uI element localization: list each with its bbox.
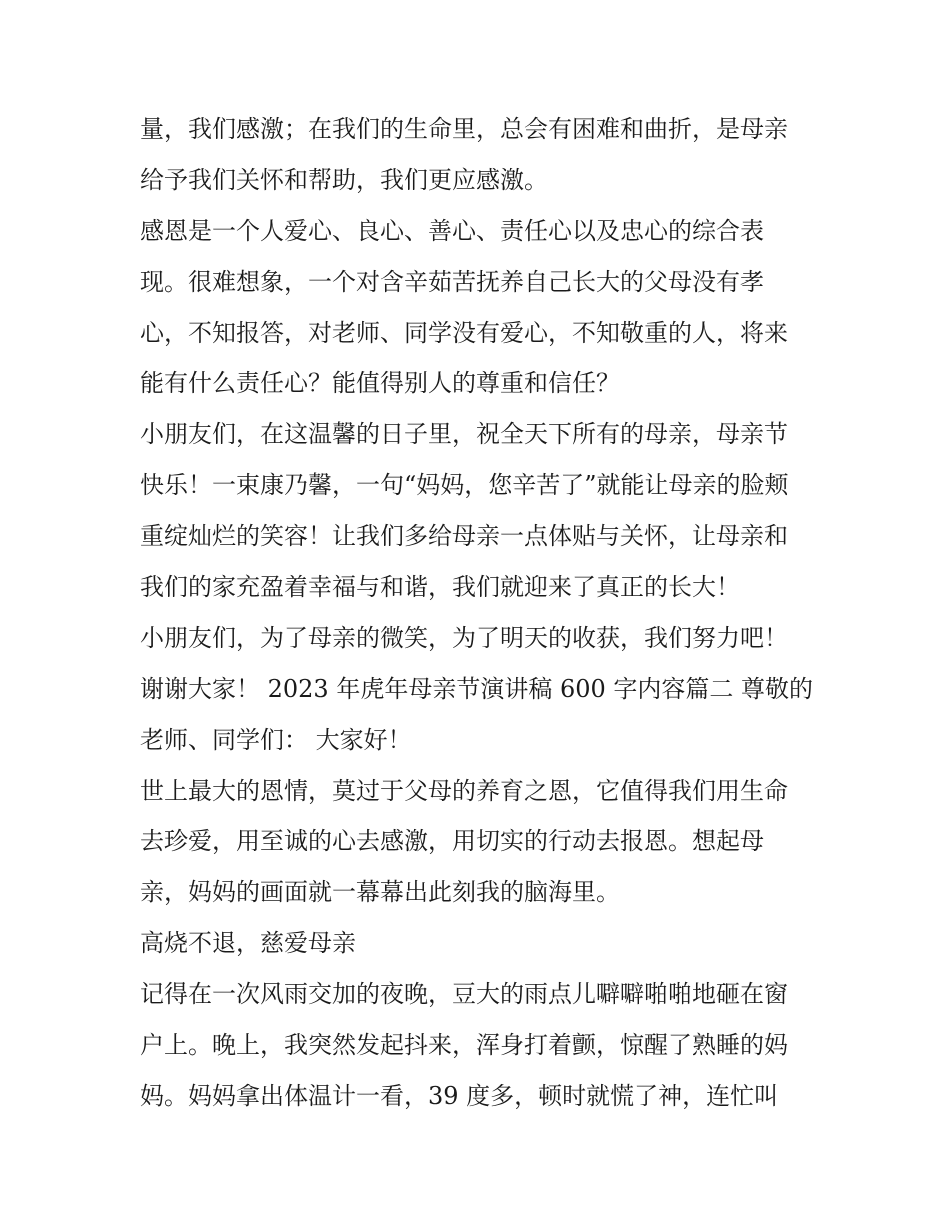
text-line: 能有什么责任心？能值得别人的尊重和信任？ [140,369,620,398]
text-line: 我们的家充盈着幸福与和谐，我们就迎来了真正的长大！ [140,573,740,602]
body-text [140,104,820,1122]
text-line: 去珍爱，用至诚的心去感激，用切实的行动去报恩。想起母 [140,827,764,856]
text-line: 记得在一次风雨交加的夜晚，豆大的雨点儿噼噼啪啪地砸在窗 [140,980,788,1009]
text-line: 感恩是一个人爱心、良心、善心、责任心以及忠心的综合表 [140,216,764,245]
text-line: 给予我们关怀和帮助，我们更应感激。 [140,165,548,194]
text-line: 现。很难想象，一个对含辛茹苦抚养自己长大的父母没有孝 [140,267,764,296]
text-line: 妈。妈妈拿出体温计一看，39 度多，顿时就慌了神，连忙叫 [140,1081,779,1110]
text-line: 亲，妈妈的画面就一幕幕出此刻我的脑海里。 [140,878,620,907]
section-heading: 高烧不退，慈爱母亲 [140,929,356,958]
text-line: 老师、同学们： 大家好！ [140,725,412,754]
text-line: 重绽灿烂的笑容！让我们多给母亲一点体贴与关怀，让母亲和 [140,522,788,551]
text-line: 心，不知报答，对老师、同学没有爱心，不知敬重的人，将来 [140,318,788,347]
text-line: 户上。晚上，我突然发起抖来，浑身打着颤，惊醒了熟睡的妈 [140,1031,788,1060]
text-line: 量，我们感激；在我们的生命里，总会有困难和曲折，是母亲 [140,115,788,143]
text-line: 小朋友们，在这温馨的日子里，祝全天下所有的母亲，母亲节 [140,420,788,449]
text-line: 世上最大的恩情，莫过于父母的养育之恩，它值得我们用生命 [140,776,788,805]
text-line: 快乐！一束康乃馨，一句“妈妈，您辛苦了”就能让母亲的脸颊 [140,471,789,500]
text-line: 小朋友们，为了母亲的微笑，为了明天的收获，我们努力吧！ [140,623,788,652]
text-line: 谢谢大家！ 2023 年虎年母亲节演讲稿 600 字内容篇二 尊敬的 [140,674,814,703]
